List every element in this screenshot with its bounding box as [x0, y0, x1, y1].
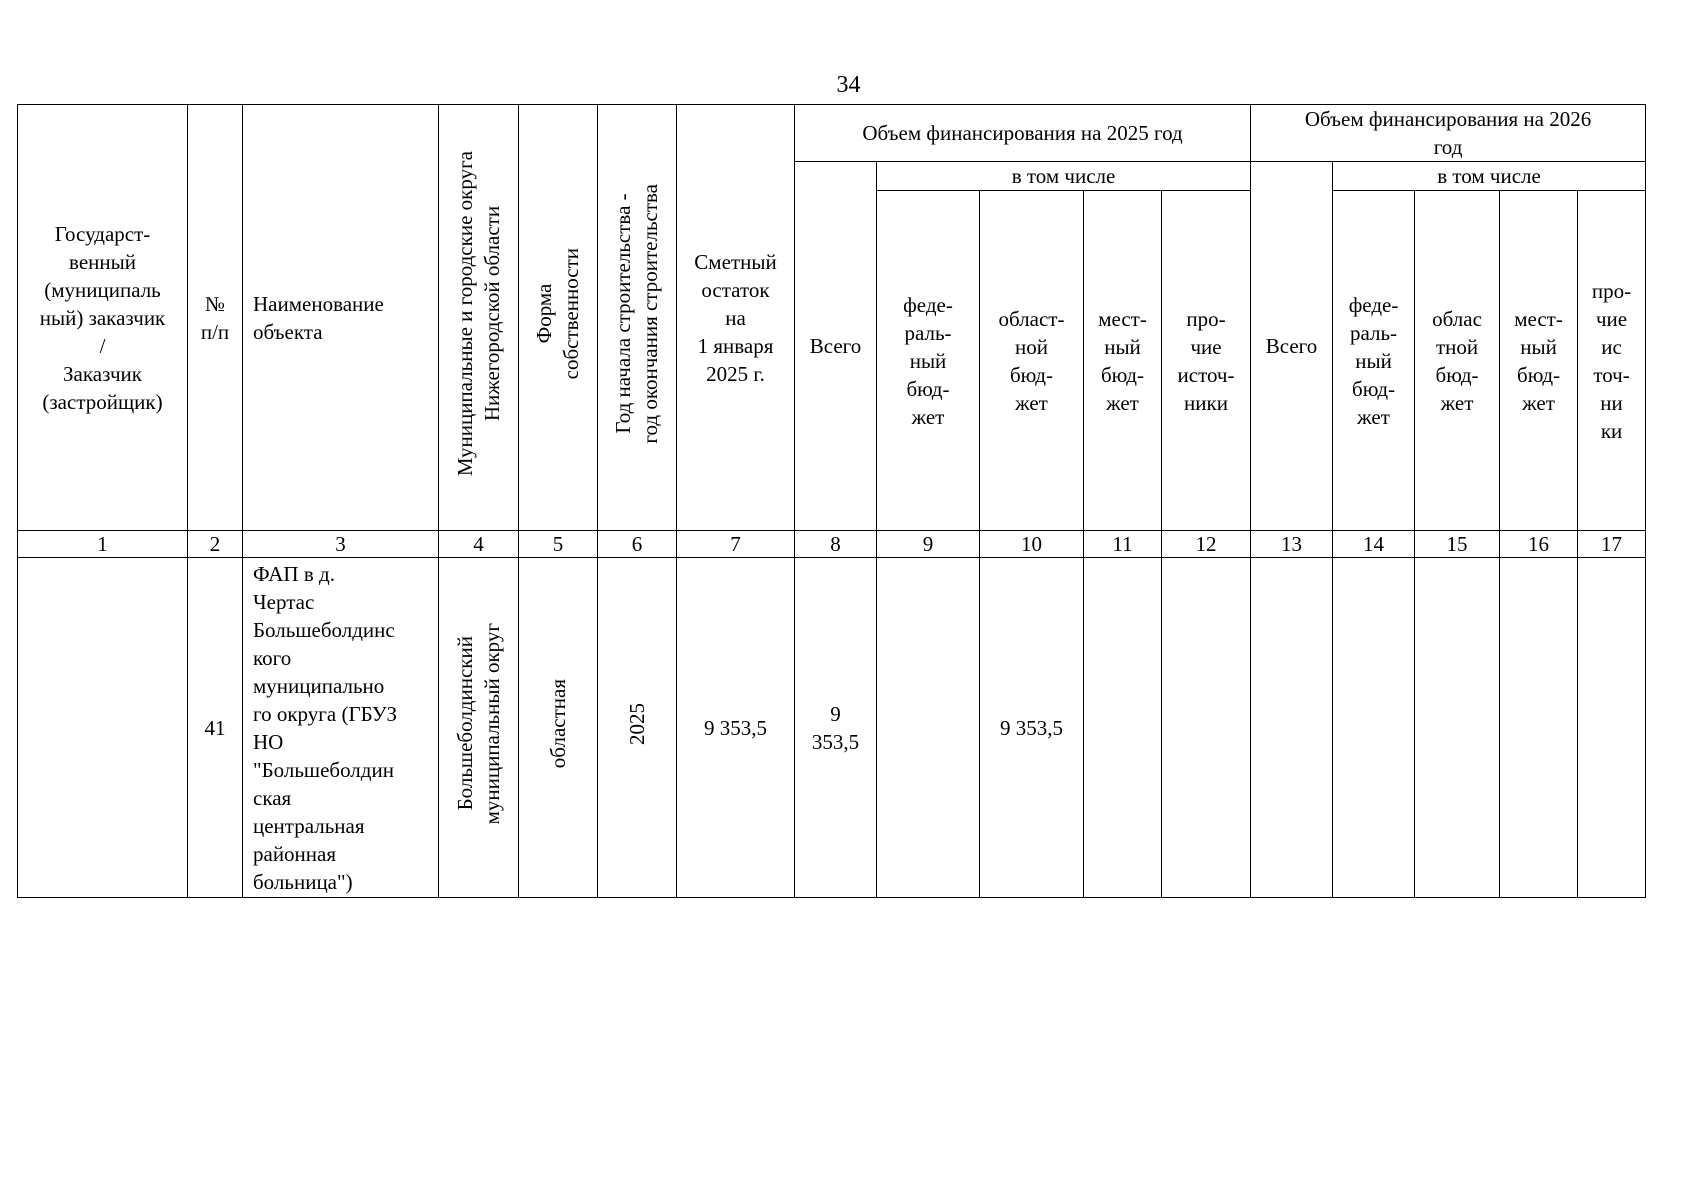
- construction-funding-table: [17, 104, 1646, 898]
- header-total-2026: Всего: [1251, 162, 1333, 531]
- column-number: 5: [519, 531, 598, 558]
- header-including-2026: в том числе: [1333, 162, 1646, 191]
- header-funding-2025: Объем финансирования на 2025 год: [795, 105, 1251, 162]
- header-local-2026: мест- ный бюд- жет: [1500, 191, 1578, 531]
- cell-federal-2025: [877, 558, 980, 898]
- cell-local-2025: [1084, 558, 1162, 898]
- header-other-2025: про- чие источ- ники: [1162, 191, 1251, 531]
- cell-total-2025: 9 353,5: [795, 558, 877, 898]
- column-number: 9: [877, 531, 980, 558]
- cell-local-2026: [1500, 558, 1578, 898]
- column-number: 6: [598, 531, 677, 558]
- column-number: 10: [980, 531, 1084, 558]
- cell-customer: [18, 558, 188, 898]
- header-estimated-balance: Сметный остаток на 1 января 2025 г.: [677, 105, 795, 531]
- column-number: 14: [1333, 531, 1415, 558]
- header-funding-2026: Объем финансирования на 2026 год: [1251, 105, 1646, 162]
- header-total-2025: Всего: [795, 162, 877, 531]
- cell-ownership: областная: [519, 558, 598, 898]
- column-number: 13: [1251, 531, 1333, 558]
- header-local-2025: мест- ный бюд- жет: [1084, 191, 1162, 531]
- header-municipalities: Муниципальные и городские округа Нижегородской области: [439, 105, 519, 531]
- cell-total-2026: [1251, 558, 1333, 898]
- column-number: 3: [243, 531, 439, 558]
- column-number: 17: [1578, 531, 1646, 558]
- page-number: 34: [836, 72, 861, 98]
- cell-federal-2026: [1333, 558, 1415, 898]
- column-number: 11: [1084, 531, 1162, 558]
- header-federal-2025: феде- раль- ный бюд- жет: [877, 191, 980, 531]
- header-number: № п/п: [188, 105, 243, 531]
- header-customer: Государст- венный (муниципаль ный) заказчик / Заказчик (застройщик): [18, 105, 188, 531]
- table-row: [18, 558, 1646, 898]
- column-number: 2: [188, 531, 243, 558]
- header-years: Год начала строительства - год окончания строительства: [598, 105, 677, 531]
- cell-other-2025: [1162, 558, 1251, 898]
- cell-regional-2026: [1415, 558, 1500, 898]
- header-other-2026: про- чие ис точ- ни ки: [1578, 191, 1646, 531]
- column-number: 4: [439, 531, 519, 558]
- column-number: 7: [677, 531, 795, 558]
- header-including-2025: в том числе: [877, 162, 1251, 191]
- column-number: 1: [18, 531, 188, 558]
- header-row-1: [18, 105, 1646, 162]
- cell-regional-2025: 9 353,5: [980, 558, 1084, 898]
- header-ownership: Форма собственности: [519, 105, 598, 531]
- cell-estimated-balance: 9 353,5: [677, 558, 795, 898]
- cell-number: 41: [188, 558, 243, 898]
- cell-municipality: Большеболдинский муниципальный округ: [439, 558, 519, 898]
- column-number: 8: [795, 531, 877, 558]
- cell-years: 2025: [598, 558, 677, 898]
- column-number: 16: [1500, 531, 1578, 558]
- column-numbers-row: [18, 531, 1646, 558]
- header-regional-2026: облас тной бюд- жет: [1415, 191, 1500, 531]
- column-number: 15: [1415, 531, 1500, 558]
- header-federal-2026: феде- раль- ный бюд- жет: [1333, 191, 1415, 531]
- cell-object-name: ФАП в д. Чертас Большеболдинс кого муниципально го округа (ГБУЗ НО "Большеболдин ская центральная районная больница"): [243, 558, 439, 898]
- cell-other-2026: [1578, 558, 1646, 898]
- header-regional-2025: област- ной бюд- жет: [980, 191, 1084, 531]
- column-number: 12: [1162, 531, 1251, 558]
- header-object-name: Наименование объекта: [243, 105, 439, 531]
